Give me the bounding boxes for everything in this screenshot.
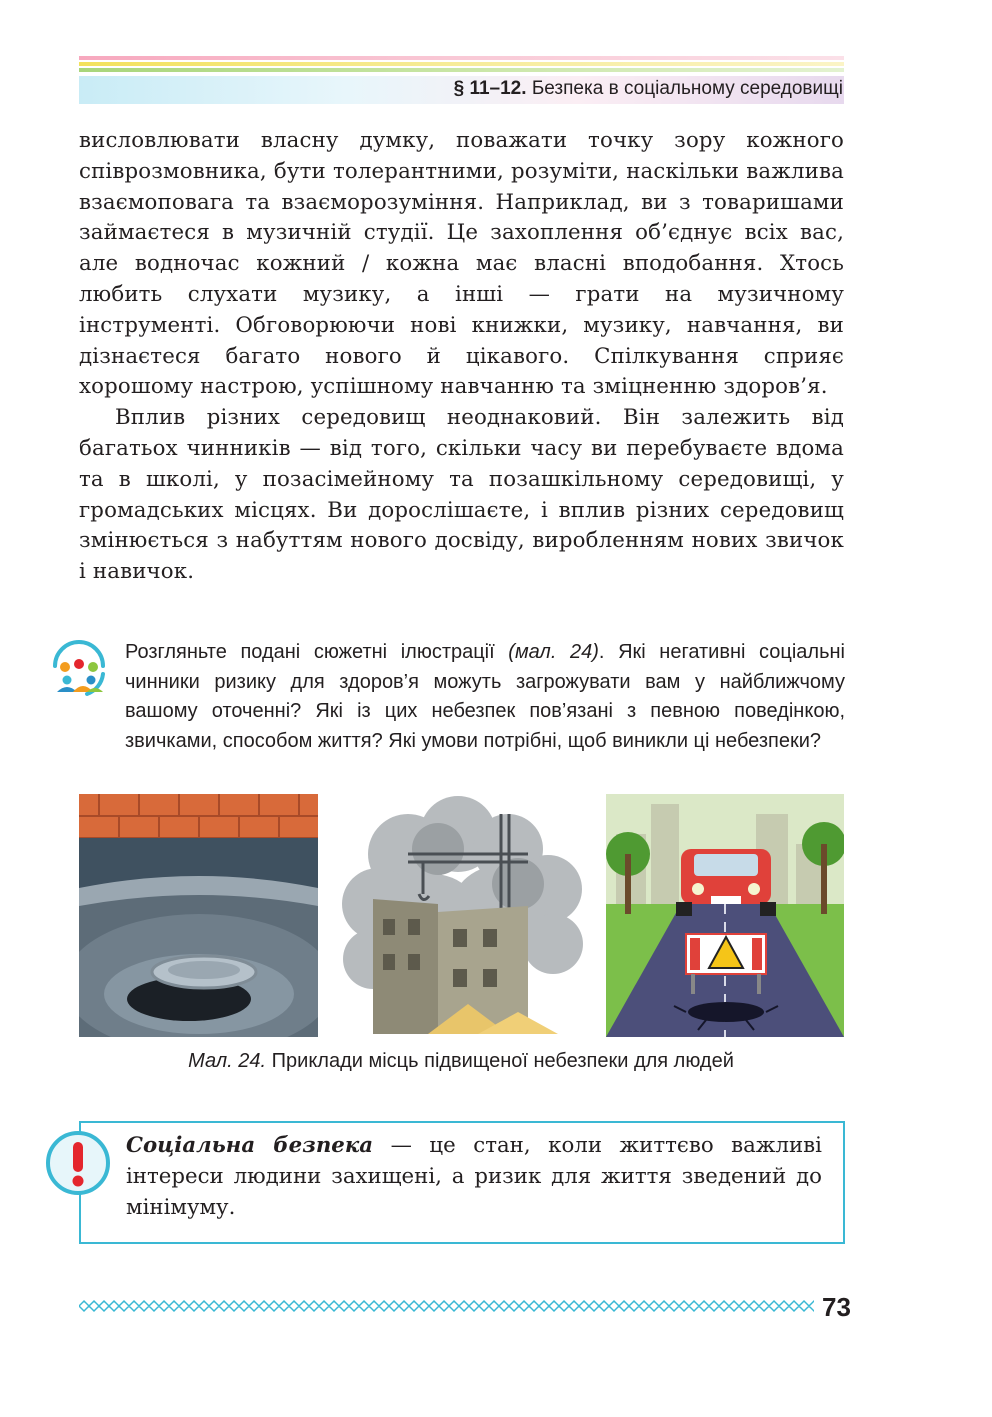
caption-label: Мал. 24. bbox=[188, 1050, 267, 1072]
open-manhole-illustration bbox=[79, 794, 318, 1037]
section-title: Безпека в соціальному середовищі bbox=[531, 78, 843, 99]
task-text: Розгляньте подані сюжетні ілюстрації (мал. 24). Які негативні соціальні чинники ризику для здоров’я можуть загрожувати вам у найближчому вашому оточенні? Які із цих небезпек пов’язані з певною поведінкою, звичками, способом життя? Які умови потрібні, щоб виникли ці небезпеки? bbox=[125, 641, 845, 752]
exclamation-icon bbox=[45, 1130, 111, 1196]
figure-reference: (мал. 24) bbox=[508, 641, 599, 663]
section-header bbox=[454, 78, 843, 100]
group-discussion-icon bbox=[47, 636, 111, 700]
page-number: 73 bbox=[822, 1292, 851, 1322]
figure-24 bbox=[79, 794, 844, 1037]
definition-term: Соціальна безпека bbox=[126, 1133, 374, 1158]
paragraph: висловлювати власну думку, поважати точку зору кожного співрозмовника, бути толерантними, розуміти, наскільки важлива взаємоповага та взаєморозуміння. Наприклад, ви з товаришами займаєтеся в музичній студії. Це захоплення об’єднує всіх вас, але водночас кожний / кожна має власні вподобання. Хтось любить слухати музику, а інші — грати на музичному інструменті. Обговорюючи нові книжки, музику, навчання, ви дізнаєтеся багато нового й цікавого. Спілкування сприяє хорошому настрою, успішному навчанню та зміцненню здоров’я. bbox=[79, 128, 844, 400]
definition-text: Соціальна безпека — це стан, коли життєво важливі інтереси людини захищені, а ризик для життя зведений до мінімуму. bbox=[126, 1133, 822, 1220]
figure-caption bbox=[0, 1050, 922, 1073]
construction-site-smog-illustration bbox=[318, 794, 605, 1037]
body-text bbox=[79, 126, 844, 588]
caption-text: Приклади місць підвищеної небезпеки для людей bbox=[266, 1050, 734, 1072]
header-stripes bbox=[79, 56, 844, 74]
road-pothole-car-illustration bbox=[606, 794, 844, 1037]
section-number: § 11–12. bbox=[453, 78, 527, 99]
paragraph: Вплив різних середовищ неоднаковий. Він залежить від багатьох чинників — від того, скільки часу ви перебуваєте вдома та в школі, у позасімейному та позашкільному середовищі, у громадських місцях. Ви дорослішаєте, і вплив різних середовищ змінюється з набуттям нового досвіду, виробленням нових звичок і навичок. bbox=[79, 405, 844, 585]
footer-wave-decoration bbox=[79, 1299, 814, 1313]
